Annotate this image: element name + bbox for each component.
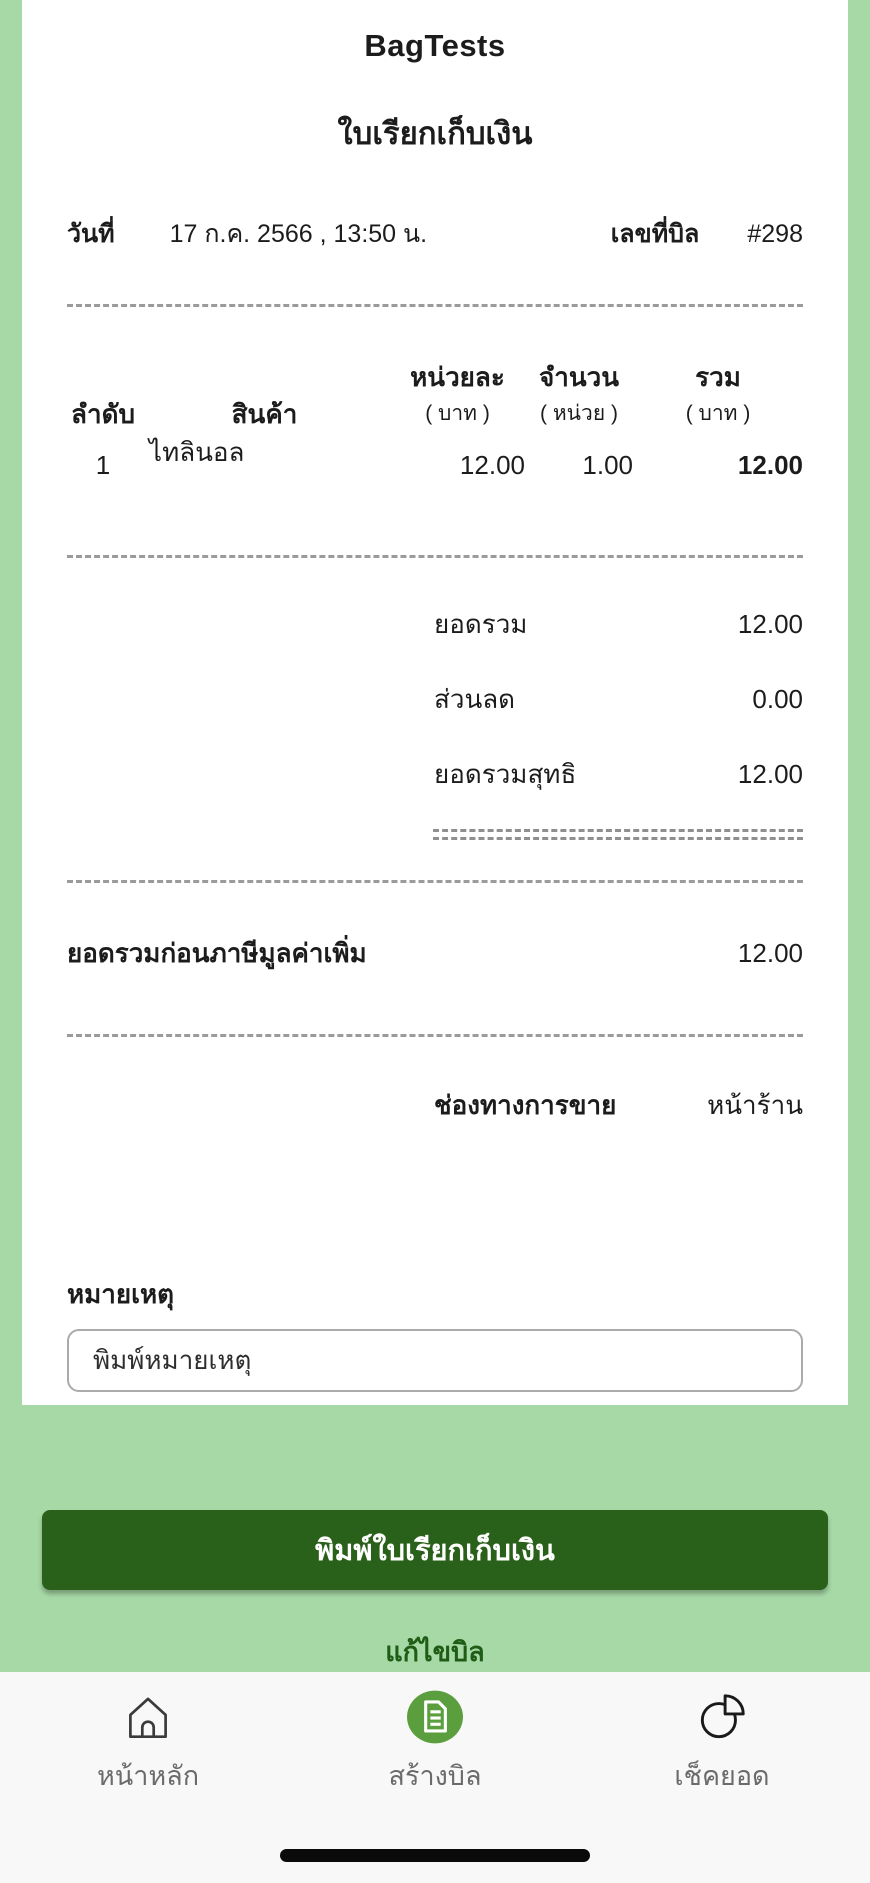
header-product: สินค้า [231, 399, 298, 429]
nav-label-home: หน้าหลัก [96, 1761, 200, 1791]
item-unit-price: 12.00 [459, 449, 525, 480]
note-input[interactable] [67, 1329, 803, 1392]
date-group [67, 214, 427, 254]
pie-chart-icon [693, 1688, 751, 1746]
summary-discount-label: ส่วนลด [434, 683, 516, 714]
nav-item-check-balance[interactable] [652, 1688, 792, 1797]
item-total: 12.00 [737, 449, 803, 480]
pre-vat-value: 12.00 [737, 937, 803, 968]
date-and-bill-row [67, 214, 803, 254]
summary-subtotal-row [434, 604, 803, 645]
sales-channel-row [434, 1085, 803, 1126]
header-total: รวม ( บาท ) [685, 362, 751, 425]
create-bill-icon [406, 1688, 464, 1746]
summary-subtotal-value: 12.00 [737, 608, 803, 639]
document-title: ใบเรียกเก็บเงิน [337, 116, 533, 151]
sales-channel-label: ช่องทางการขาย [434, 1089, 617, 1120]
store-name: BagTests [364, 28, 506, 63]
items-table [67, 363, 803, 481]
double-dashed-rule [433, 829, 803, 840]
nav-label-check-balance: เช็คยอด [674, 1761, 770, 1791]
dashed-divider [67, 555, 803, 558]
bill-number-label: เลขที่บิล [610, 220, 700, 248]
nav-item-home[interactable] [78, 1688, 218, 1797]
nav-label-create-bill: สร้างบิล [388, 1761, 482, 1791]
summary-net-total-row [434, 754, 803, 795]
header-quantity: จำนวน ( หน่วย ) [539, 362, 619, 425]
dashed-divider [67, 1034, 803, 1037]
bottom-nav [0, 1672, 870, 1883]
item-quantity: 1.00 [582, 449, 633, 480]
dashed-divider [67, 304, 803, 307]
note-label: หมายเหตุ [67, 1278, 175, 1309]
sales-channel-value: หน้าร้าน [707, 1089, 803, 1120]
edit-bill-link[interactable]: แก้ไขบิล [385, 1637, 485, 1667]
header-unit-price: หน่วยละ ( บาท ) [410, 362, 505, 425]
nav-item-create-bill[interactable] [365, 1688, 505, 1797]
table-header-row [67, 363, 803, 430]
table-row [67, 436, 803, 481]
bill-number-value: #298 [747, 220, 803, 248]
summary-discount-value: 0.00 [752, 683, 803, 714]
summary-block [67, 604, 803, 840]
date-value: 17 ก.ค. 2566 , 13:50 น. [169, 220, 428, 248]
summary-net-total-label: ยอดรวมสุทธิ [434, 758, 577, 789]
item-order: 1 [95, 449, 111, 480]
item-product: ไทลินอล [149, 436, 245, 467]
summary-discount-row [434, 679, 803, 720]
home-icon [119, 1688, 177, 1746]
bill-number-group [611, 214, 803, 254]
header-order: ลำดับ [71, 399, 135, 429]
summary-net-total-value: 12.00 [737, 758, 803, 789]
date-label: วันที่ [67, 220, 115, 248]
dashed-divider [67, 880, 803, 883]
summary-subtotal-label: ยอดรวม [434, 608, 528, 639]
nav-items [0, 1672, 870, 1797]
receipt-card [22, 0, 848, 1405]
print-bill-button[interactable]: พิมพ์ใบเรียกเก็บเงิน [42, 1510, 828, 1590]
pre-vat-row [67, 933, 803, 974]
pre-vat-label: ยอดรวมก่อนภาษีมูลค่าเพิ่ม [67, 937, 367, 968]
home-indicator[interactable] [280, 1849, 590, 1862]
